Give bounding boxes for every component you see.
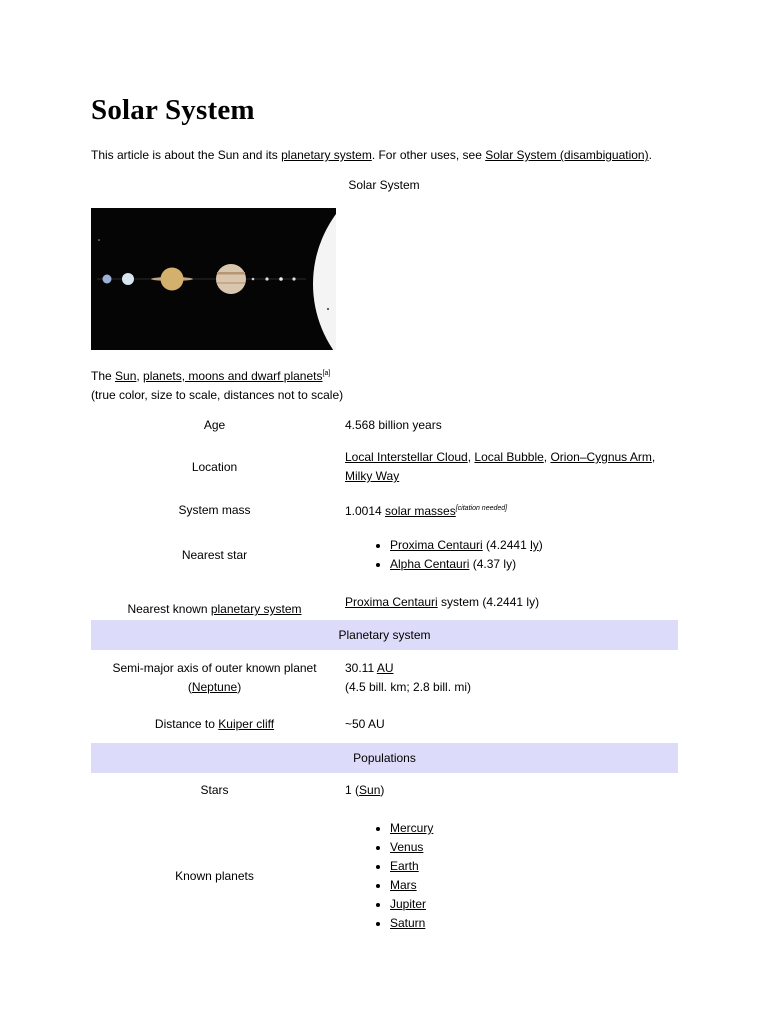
- proxima-centauri-link[interactable]: Proxima Centauri: [390, 538, 483, 552]
- row-value: 4.568 billion years: [345, 417, 442, 432]
- kuiper-cliff-row: [91, 705, 678, 743]
- nearest-star-list: [345, 536, 678, 574]
- item-text: (4.37 ly): [469, 557, 517, 571]
- footnote-a-link[interactable]: [a]: [322, 370, 331, 377]
- nearest-star-row: [91, 527, 678, 583]
- list-item: [390, 536, 678, 555]
- list-item: [390, 819, 678, 838]
- hatnote-text: This article is about the Sun and its: [91, 148, 282, 162]
- label-text: Distance to: [154, 717, 219, 731]
- section-title: Planetary system: [91, 620, 678, 650]
- local-bubble-link[interactable]: Local Bubble: [474, 450, 544, 464]
- location-row: [91, 442, 678, 492]
- label-text: (: [187, 679, 192, 694]
- separator: ,: [467, 450, 475, 464]
- solar-masses-link[interactable]: solar masses: [385, 503, 456, 518]
- row-label: Stars: [200, 783, 229, 797]
- caption-text: ,: [136, 369, 144, 383]
- list-item: [390, 876, 678, 895]
- label-text: Semi-major axis of outer known planet: [112, 660, 317, 675]
- row-value: [338, 807, 678, 945]
- item-text: (4.2441: [482, 538, 531, 552]
- row-label: Location: [191, 460, 238, 474]
- caption-line-1: [91, 364, 343, 386]
- alpha-centauri-link[interactable]: Alpha Centauri: [390, 557, 470, 571]
- value-text: system (4.2441 ly): [437, 595, 540, 609]
- caption-text: The: [91, 369, 116, 383]
- mercury-link[interactable]: Mercury: [390, 821, 434, 835]
- row-label: [91, 583, 338, 620]
- row-label: System mass: [178, 502, 251, 517]
- separator: ,: [651, 450, 656, 464]
- jupiter-link[interactable]: Jupiter: [390, 897, 427, 911]
- light-year-link[interactable]: ly: [530, 538, 539, 552]
- section-header-populations: [91, 743, 678, 773]
- local-interstellar-cloud-link[interactable]: Local Interstellar Cloud: [345, 450, 468, 464]
- row-label: Age: [203, 418, 226, 432]
- neptune-link[interactable]: Neptune: [191, 679, 238, 694]
- value-text: 1 (: [345, 782, 360, 797]
- list-item: [390, 838, 678, 857]
- venus-link[interactable]: Venus: [390, 840, 424, 854]
- list-item: [390, 857, 678, 876]
- planets-moons-link[interactable]: planets, moons and dwarf planets: [143, 369, 323, 383]
- row-value: ~50 AU: [345, 716, 385, 731]
- known-planets-row: [91, 807, 678, 945]
- semi-major-axis-row: [91, 650, 678, 705]
- solar-system-photo[interactable]: [91, 208, 336, 350]
- list-item: [390, 555, 678, 574]
- caption-line-2: (true color, size to scale, distances not to scale): [91, 388, 344, 402]
- value-text: ): [380, 782, 385, 797]
- planetary-system-link[interactable]: planetary system: [281, 148, 372, 162]
- citation-needed-link[interactable]: [citation needed]: [455, 504, 508, 512]
- separator: ,: [543, 450, 551, 464]
- hatnote-text: .: [648, 148, 652, 162]
- infobox-title: Solar System: [348, 178, 420, 192]
- milky-way-link[interactable]: Milky Way: [345, 469, 400, 483]
- row-value: [338, 527, 678, 583]
- label-text: ): [237, 679, 242, 694]
- value-text: (4.5 bill. km; 2.8 bill. mi): [345, 679, 472, 694]
- kuiper-cliff-link[interactable]: Kuiper cliff: [218, 717, 275, 731]
- system-mass-row: [91, 492, 678, 527]
- row-value: [338, 492, 678, 527]
- row-label: [91, 705, 338, 743]
- orion-cygnus-arm-link[interactable]: Orion–Cygnus Arm: [550, 450, 652, 464]
- hatnote-text: . For other uses, see: [371, 148, 486, 162]
- image-caption: [91, 364, 343, 405]
- row-value: [338, 442, 678, 492]
- page-title: Solar System: [91, 94, 255, 126]
- saturn-link[interactable]: Saturn: [390, 916, 426, 930]
- hatnote: [91, 148, 652, 162]
- section-header-planetary: [91, 620, 678, 650]
- infobox-table: [91, 408, 678, 945]
- planetary-system-label-link[interactable]: planetary system: [210, 602, 302, 616]
- sun-link[interactable]: Sun: [115, 369, 137, 383]
- mass-value: 1.0014: [345, 503, 386, 518]
- section-title: Populations: [91, 743, 678, 773]
- row-value: [338, 650, 678, 705]
- nearest-system-row: [91, 583, 678, 620]
- proxima-centauri-system-link[interactable]: Proxima Centauri: [345, 595, 438, 609]
- row-value: [338, 773, 678, 807]
- disambiguation-link[interactable]: Solar System (disambiguation): [485, 148, 649, 162]
- sun-star-link[interactable]: Sun: [359, 782, 381, 797]
- mars-link[interactable]: Mars: [390, 878, 417, 892]
- planet-list: [345, 819, 678, 933]
- au-link[interactable]: AU: [376, 660, 394, 675]
- age-row: [91, 408, 678, 442]
- label-text: Nearest known: [127, 602, 211, 616]
- list-item: [390, 914, 678, 933]
- row-label: Known planets: [175, 869, 254, 883]
- value-text: 30.11: [345, 660, 377, 675]
- stars-row: [91, 773, 678, 807]
- row-label: [91, 650, 338, 705]
- item-text: ): [538, 538, 543, 552]
- earth-link[interactable]: Earth: [390, 859, 419, 873]
- list-item: [390, 895, 678, 914]
- row-value: [338, 583, 678, 620]
- row-label: Nearest star: [181, 548, 248, 562]
